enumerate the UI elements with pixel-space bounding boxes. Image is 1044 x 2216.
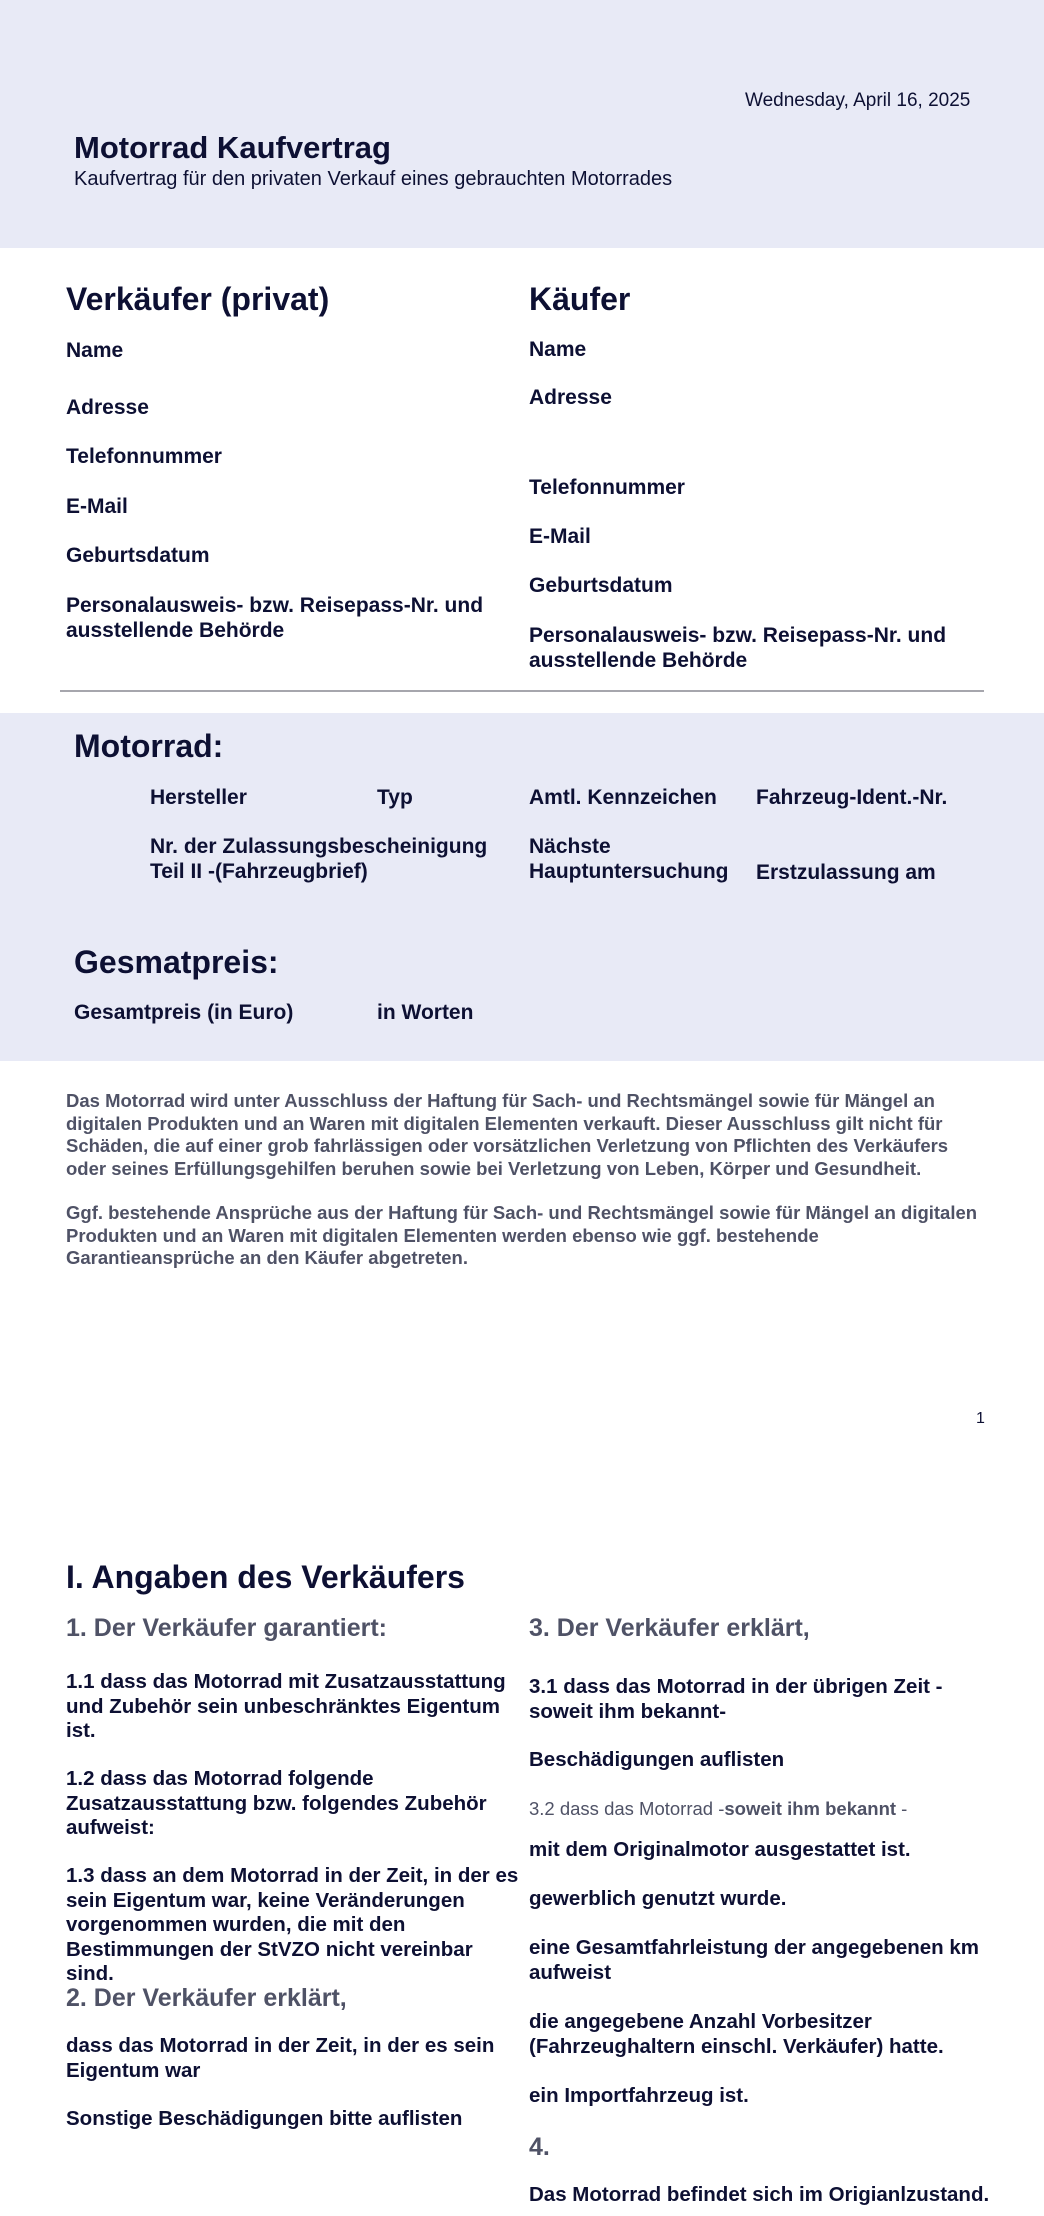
declare3-item-2 xyxy=(529,1798,907,1820)
guarantee-heading: 1. Der Verkäufer garantiert: xyxy=(66,1614,387,1642)
buyer-heading: Käufer xyxy=(529,281,631,317)
previous-owners-option: die angegebene Anzahl Vorbesitzer (Fahrzeughaltern einschl. Verkäufer) hatte. xyxy=(529,2010,944,2058)
declare3-heading: 3. Der Verkäufer erklärt, xyxy=(529,1614,810,1642)
seller-address-label: Adresse xyxy=(66,396,149,419)
guarantee-item-1: 1.1 dass das Motorrad mit Zusatzausstattung und Zubehör sein unbeschränktes Eigentum ist. xyxy=(66,1670,506,1742)
seller-id-label: Personalausweis- bzw. Reisepass-Nr. und ausstellende Behörde xyxy=(66,594,484,642)
price-heading: Gesmatpreis: xyxy=(74,944,279,980)
page-number: 1 xyxy=(976,1410,985,1427)
buyer-birthdate-label: Geburtsdatum xyxy=(529,574,673,597)
seller-email-label: E-Mail xyxy=(66,495,128,518)
vehicle-heading: Motorrad: xyxy=(74,728,224,764)
document-date: Wednesday, April 16, 2025 xyxy=(745,90,971,111)
section-heading: I. Angaben des Verkäufers xyxy=(66,1559,465,1595)
seller-name-label: Name xyxy=(66,339,124,362)
buyer-address-label: Adresse xyxy=(529,386,612,409)
original-engine-option: mit dem Originalmotor ausgestattet ist. xyxy=(529,1838,911,1861)
buyer-phone-label: Telefonnummer xyxy=(529,476,685,499)
commercial-use-option: gewerblich genutzt wurde. xyxy=(529,1887,787,1910)
declare3-item-1: 3.1 dass das Motorrad in der übrigen Zeit - soweit ihm bekannt- xyxy=(529,1675,943,1723)
manufacturer-label: Hersteller xyxy=(150,786,247,809)
seller-phone-label: Telefonnummer xyxy=(66,445,222,468)
price-total-label: Gesamtpreis (in Euro) xyxy=(74,1001,294,1024)
buyer-name-label: Name xyxy=(529,338,587,361)
price-words-label: in Worten xyxy=(377,1001,474,1024)
declare2-heading: 2. Der Verkäufer erklärt, xyxy=(66,1984,347,2012)
declare3-item-2-bold: soweit ihm bekannt xyxy=(724,1798,897,1819)
first-registration-label: Erstzulassung am xyxy=(756,861,936,884)
type-label: Typ xyxy=(377,786,413,809)
registration-doc-label: Nr. der Zulassungsbescheinigung Teil II -(Fahrzeugbrief) xyxy=(150,835,488,883)
disclaimer-paragraph-2: Ggf. bestehende Ansprüche aus der Haftung für Sach- und Rechtsmängel sowie für Mängel an digitalen Produkten und an Waren mit digitalen Elementen werden ebenso wie ggf. bestehende Garantieansprüche an den Käufer abgetreten. xyxy=(66,1202,978,1268)
vin-label: Fahrzeug-Ident.-Nr. xyxy=(756,786,948,809)
buyer-email-label: E-Mail xyxy=(529,525,591,548)
original-condition-text: Das Motorrad befindet sich im Origianlzustand. xyxy=(529,2183,990,2206)
declare3-item-2-prefix: 3.2 dass das Motorrad - xyxy=(529,1798,725,1819)
plate-label: Amtl. Kennzeichen xyxy=(529,786,717,809)
declare2-text: dass das Motorrad in der Zeit, in der es sein Eigentum war xyxy=(66,2034,495,2082)
disclaimer-paragraph-1: Das Motorrad wird unter Ausschluss der Haftung für Sach- und Rechtsmängel sowie für Mängel an digitalen Produkten und an Waren mit digitalen Elementen verkauft. Dieser Ausschluss gilt nicht für Schäden, die auf einer grob fahrlässigen oder vorsätzlichen Verletzung von Pflichten des Verkäufers oder seines Erfüllungsgehilfen beruhen sowie bei Verletzung von Leben, Körper und Gesundheit. xyxy=(66,1090,949,1179)
declare2-other-damages: Sonstige Beschädigungen bitte auflisten xyxy=(66,2107,463,2130)
seller-heading: Verkäufer (privat) xyxy=(66,281,330,317)
document-title: Motorrad Kaufvertrag xyxy=(74,130,391,165)
seller-birthdate-label: Geburtsdatum xyxy=(66,544,210,567)
buyer-id-label: Personalausweis- bzw. Reisepass-Nr. und ausstellende Behörde xyxy=(529,624,947,672)
declare3-damages-list: Beschädigungen auflisten xyxy=(529,1748,785,1771)
header-band xyxy=(0,0,1044,248)
section-divider xyxy=(60,690,984,692)
section4-heading: 4. xyxy=(529,2133,550,2161)
document-subtitle: Kaufvertrag für den privaten Verkauf eines gebrauchten Motorrades xyxy=(74,168,673,190)
declare3-item-2-suffix: - xyxy=(896,1798,908,1819)
guarantee-item-2: 1.2 dass das Motorrad folgende Zusatzausstattung bzw. folgendes Zubehör aufweist: xyxy=(66,1767,487,1839)
inspection-label: Nächste Hauptuntersuchung xyxy=(529,835,729,883)
mileage-option: eine Gesamtfahrleistung der angegebenen km aufweist xyxy=(529,1936,979,1984)
import-vehicle-option: ein Importfahrzeug ist. xyxy=(529,2084,749,2107)
guarantee-item-3: 1.3 dass an dem Motorrad in der Zeit, in der es sein Eigentum war, keine Veränderungen vorgenommen wurden, die mit den Bestimmungen der StVZO nicht vereinbar sind. xyxy=(66,1864,519,1985)
